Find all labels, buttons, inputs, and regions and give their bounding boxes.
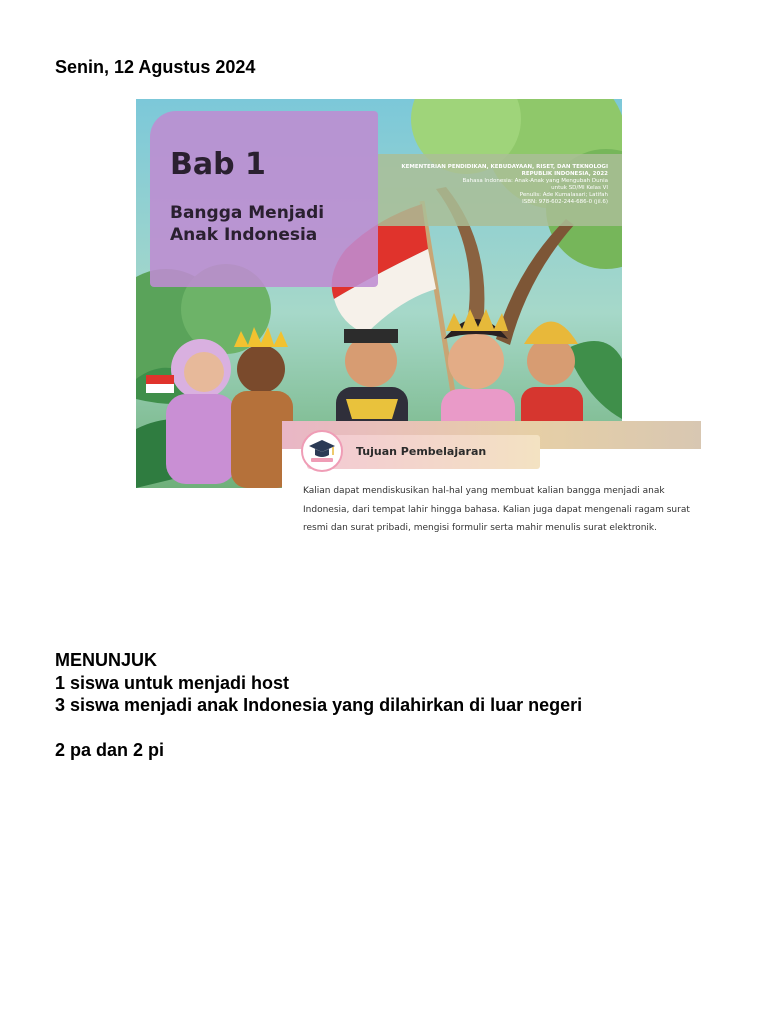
notes-heading: MENUNJUK (55, 650, 158, 670)
publisher-republic: REPUBLIK INDONESIA, 2022 (521, 171, 608, 177)
publisher-author: Penulis: Ade Kumalasari; Latifah (519, 192, 608, 198)
chapter-number: Bab 1 (170, 147, 266, 182)
objective-text: Kalian dapat mendiskusikan hal-hal yang membuat kalian bangga menjadi anak Indonesia, dari tempat lahir hingga bahasa. Kalian juga dapat mengenali ragam surat resmi dan surat pribadi, mengisi formulir serta mahir menulis surat elektronik. (303, 486, 690, 533)
publisher-book: Bahasa Indonesia: Anak-Anak yang Mengubah Dunia (462, 178, 608, 184)
lesson-notes (55, 649, 582, 761)
learning-objective-panel (282, 421, 701, 553)
date-heading: Senin, 12 Agustus 2024 (55, 57, 256, 77)
publisher-grade: untuk SD/MI Kelas VI (551, 185, 608, 191)
graduation-cap-icon (301, 430, 343, 472)
objective-title: Tujuan Pembelajaran (356, 445, 487, 458)
publisher-isbn: ISBN: 978-602-244-686-0 (jil.6) (522, 199, 608, 205)
publisher-ministry: KEMENTERIAN PENDIDIKAN, KEBUDAYAAN, RISET, DAN TEKNOLOGI (401, 164, 608, 170)
notes-line-groups: 2 pa dan 2 pi (55, 739, 165, 760)
chapter-title: Bangga Menjadi Anak Indonesia (170, 203, 325, 245)
chapter-banner (150, 111, 378, 287)
notes-line-host: 1 siswa untuk menjadi host (55, 672, 290, 693)
notes-line-students: 3 siswa menjadi anak Indonesia yang dilahirkan di luar negeri (55, 695, 583, 715)
publisher-info (378, 154, 622, 226)
